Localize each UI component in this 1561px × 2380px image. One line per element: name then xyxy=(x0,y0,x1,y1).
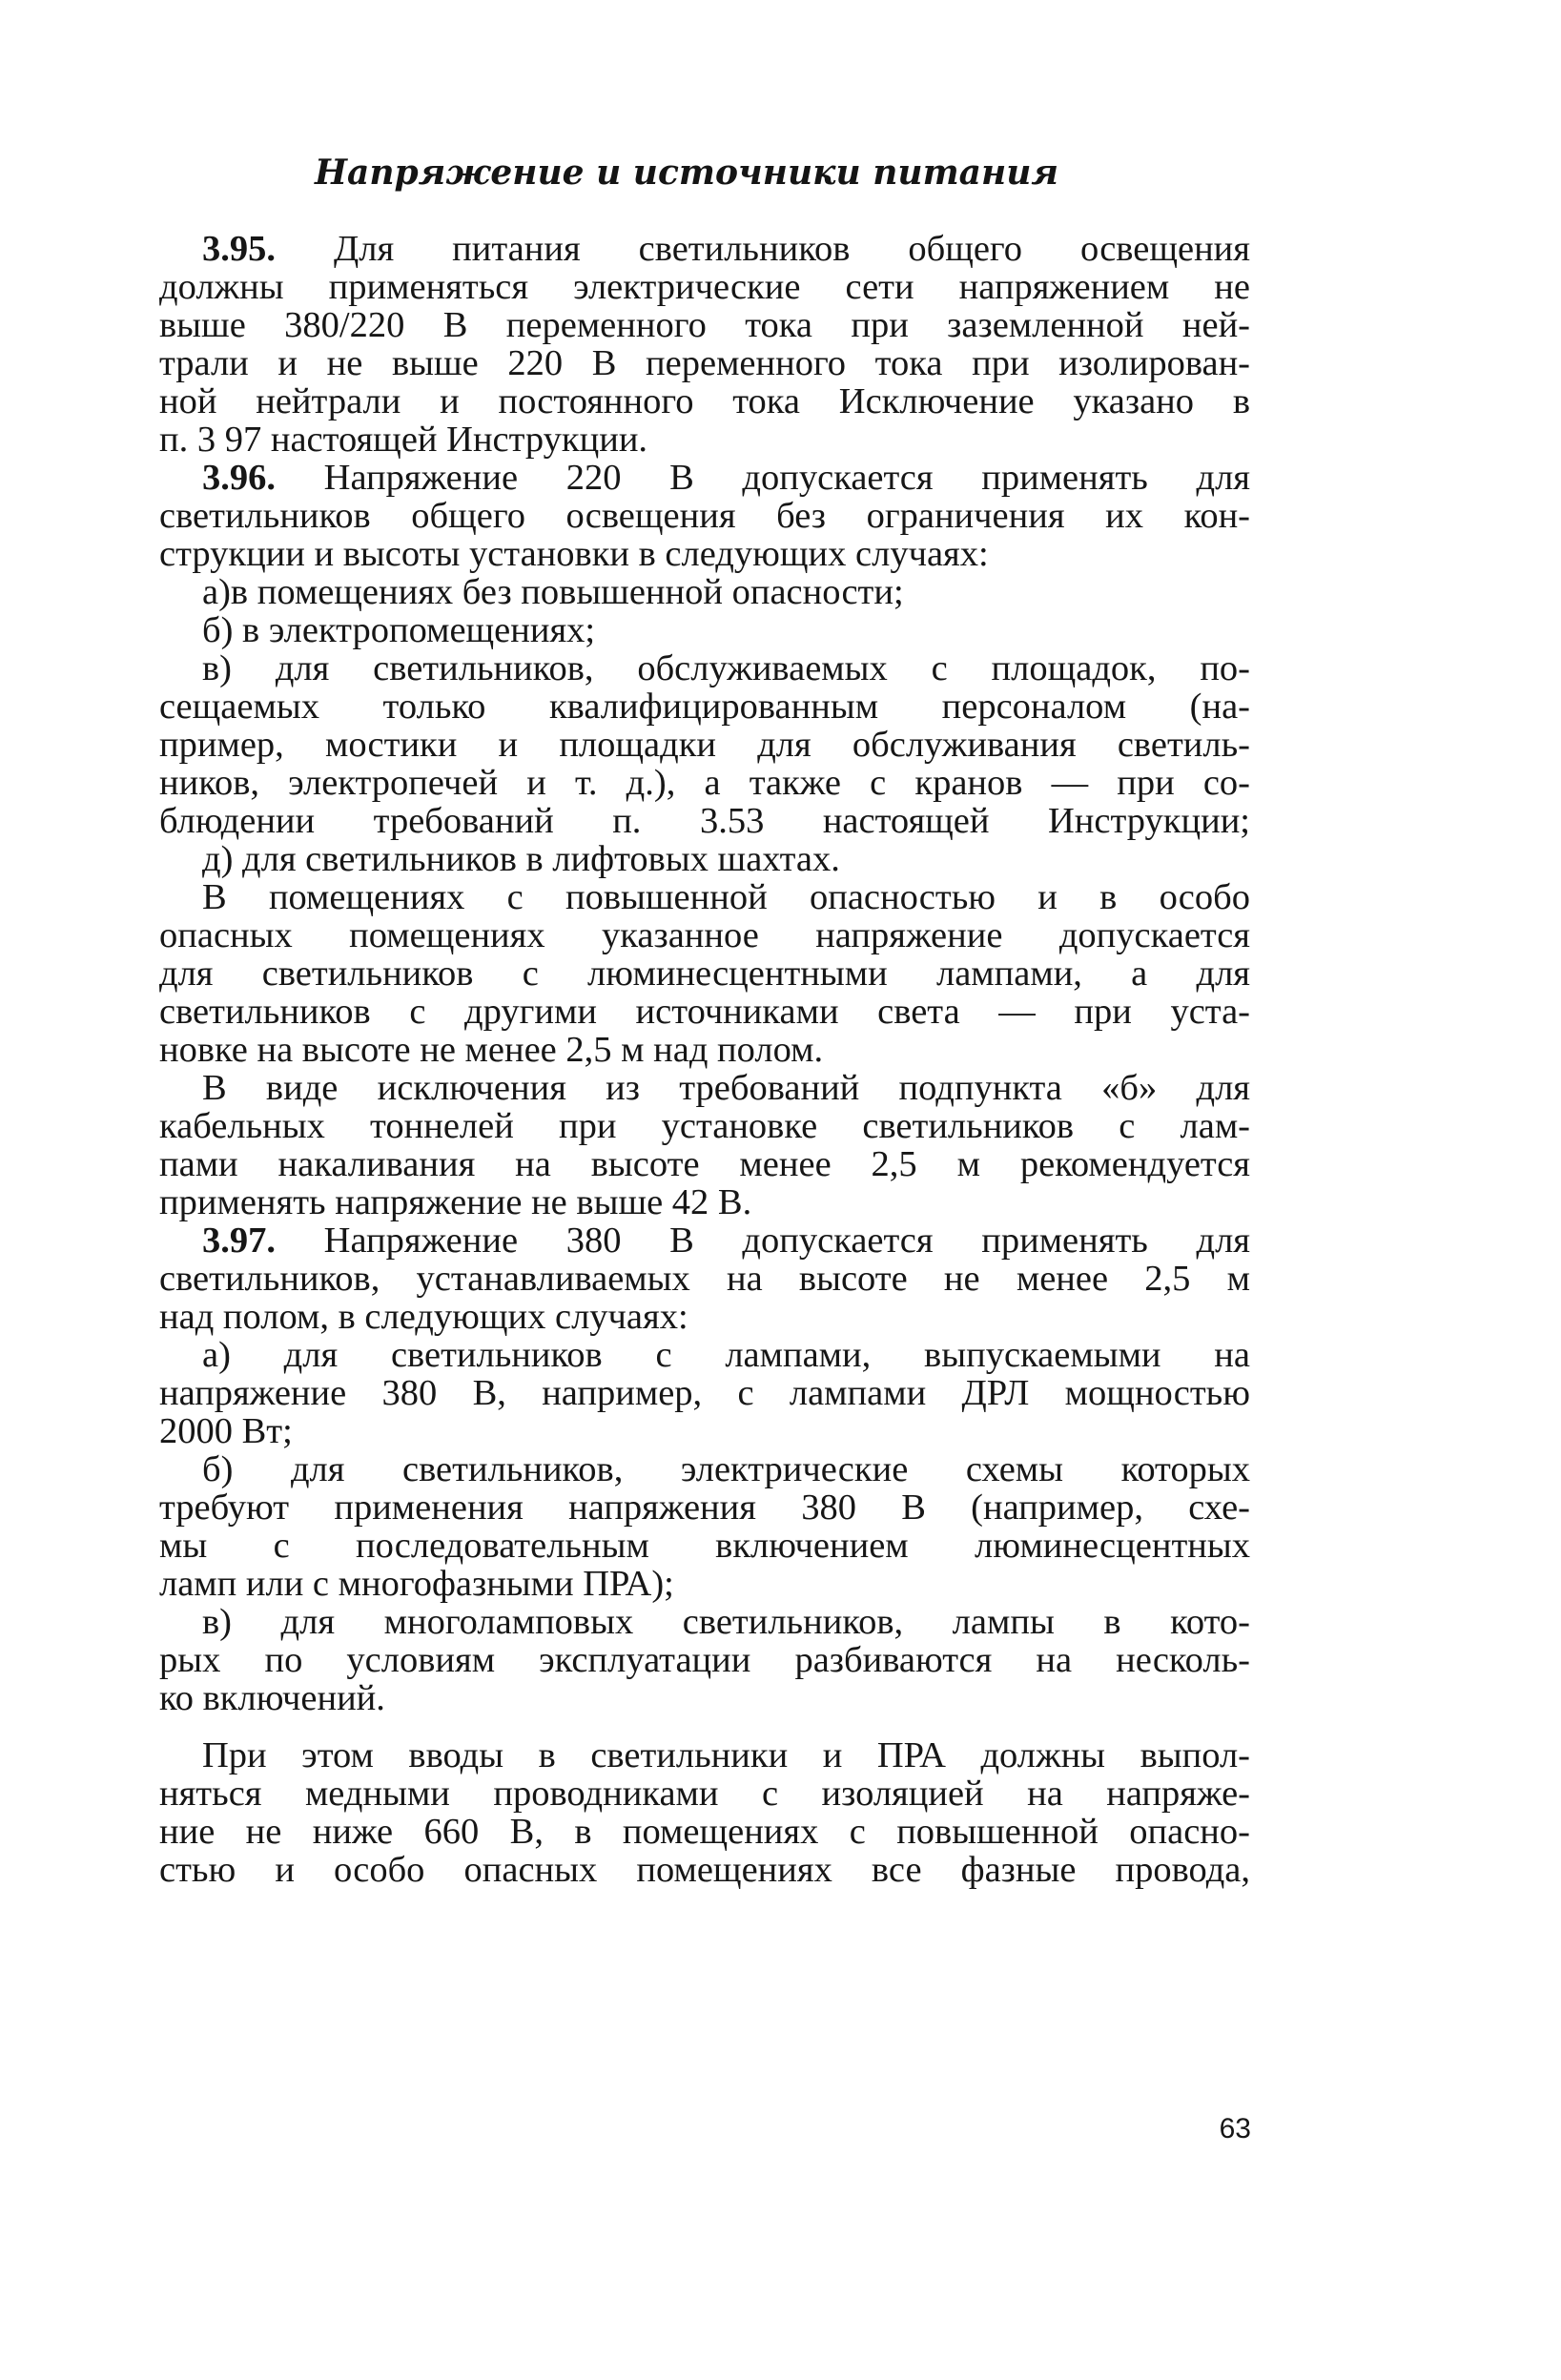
text-line: блюдении требований п. 3.53 настоящей Инструкции; xyxy=(159,801,1250,841)
text-line: п. 3 97 настоящей Инструкции. xyxy=(159,420,648,460)
text-line: над полом, в следующих случаях: xyxy=(159,1297,688,1337)
text-line: в) для светильников, обслуживаемых с площадок, по- xyxy=(202,648,1250,688)
text-line: 3.97. Напряжение 380 В допускается применять для xyxy=(202,1221,1250,1261)
text-line: 3.96. Напряжение 220 В допускается применять для xyxy=(202,458,1250,498)
text-line: а) для светильников с лампами, выпускаемыми на xyxy=(202,1335,1250,1375)
clause-number: 3.96. xyxy=(202,458,276,498)
text-line: стью и особо опасных помещениях все фазные провода, xyxy=(159,1850,1250,1890)
text-line: При этом вводы в светильники и ПРА должны выпол- xyxy=(202,1735,1250,1775)
text-line: струкции и высоты установки в следующих случаях: xyxy=(159,534,989,574)
text-line: выше 380/220 В переменного тока при заземленной ней- xyxy=(159,305,1250,345)
text-line: светильников с другими источниками света — при уста- xyxy=(159,992,1250,1032)
text-line: пами накаливания на высоте менее 2,5 м рекомендуется xyxy=(159,1144,1250,1184)
text-line: применять напряжение не выше 42 В. xyxy=(159,1182,752,1222)
text-line: В виде исключения из требований подпункта «б» для xyxy=(202,1068,1250,1108)
text-line: ников, электропечей и т. д.), а также с кранов — при со- xyxy=(159,763,1250,803)
text-line: сещаемых только квалифицированным персоналом (на- xyxy=(159,687,1250,727)
text-line: В помещениях с повышенной опасностью и в особо xyxy=(202,877,1250,917)
text-line: опасных помещениях указанное напряжение допускается xyxy=(159,915,1250,955)
clause-number: 3.95. xyxy=(202,229,276,269)
text-line: б) в электропомещениях; xyxy=(202,610,596,650)
clause-number: 3.97. xyxy=(202,1221,276,1261)
text-line: трали и не выше 220 В переменного тока при изолирован- xyxy=(159,343,1250,383)
text-line: мы с последовательным включением люминесцентных xyxy=(159,1526,1250,1566)
text-line: в) для многоламповых светильников, лампы в кото- xyxy=(202,1602,1250,1642)
text-line: рых по условиям эксплуатации разбиваются на несколь- xyxy=(159,1640,1250,1680)
text-line: 3.95. Для питания светильников общего освещения xyxy=(202,229,1250,269)
text-line: напряжение 380 В, например, с лампами ДРЛ мощностью xyxy=(159,1373,1250,1413)
text-line: 2000 Вт; xyxy=(159,1411,293,1451)
text-line: б) для светильников, электрические схемы которых xyxy=(202,1449,1250,1489)
text-line: светильников общего освещения без ограничения их кон- xyxy=(159,496,1250,536)
section-heading: Напряжение и источники питания xyxy=(315,153,1059,193)
text-line: требуют применения напряжения 380 В (например, схе- xyxy=(159,1488,1250,1528)
page-number: 63 xyxy=(1219,2113,1251,2144)
text-line: кабельных тоннелей при установке светильников с лам- xyxy=(159,1106,1250,1146)
text-line: д) для светильников в лифтовых шахтах. xyxy=(202,839,840,879)
text-line: должны применяться электрические сети напряжением не xyxy=(159,267,1250,307)
text-line: ние не ниже 660 В, в помещениях с повышенной опасно- xyxy=(159,1812,1250,1852)
text-line: светильников, устанавливаемых на высоте не менее 2,5 м xyxy=(159,1259,1250,1299)
text-line: ной нейтрали и постоянного тока Исключение указано в xyxy=(159,381,1250,421)
text-line: ламп или с многофазными ПРА); xyxy=(159,1564,674,1604)
text-line: а)в помещениях без повышенной опасности; xyxy=(202,572,904,612)
text-line: ко включений. xyxy=(159,1678,385,1718)
text-line: новке на высоте не менее 2,5 м над полом. xyxy=(159,1030,824,1070)
text-line: няться медными проводниками с изоляцией на напряже- xyxy=(159,1774,1250,1814)
text-line: пример, мостики и площадки для обслуживания светиль- xyxy=(159,725,1250,765)
text-line: для светильников с люминесцентными лампами, а для xyxy=(159,954,1250,994)
